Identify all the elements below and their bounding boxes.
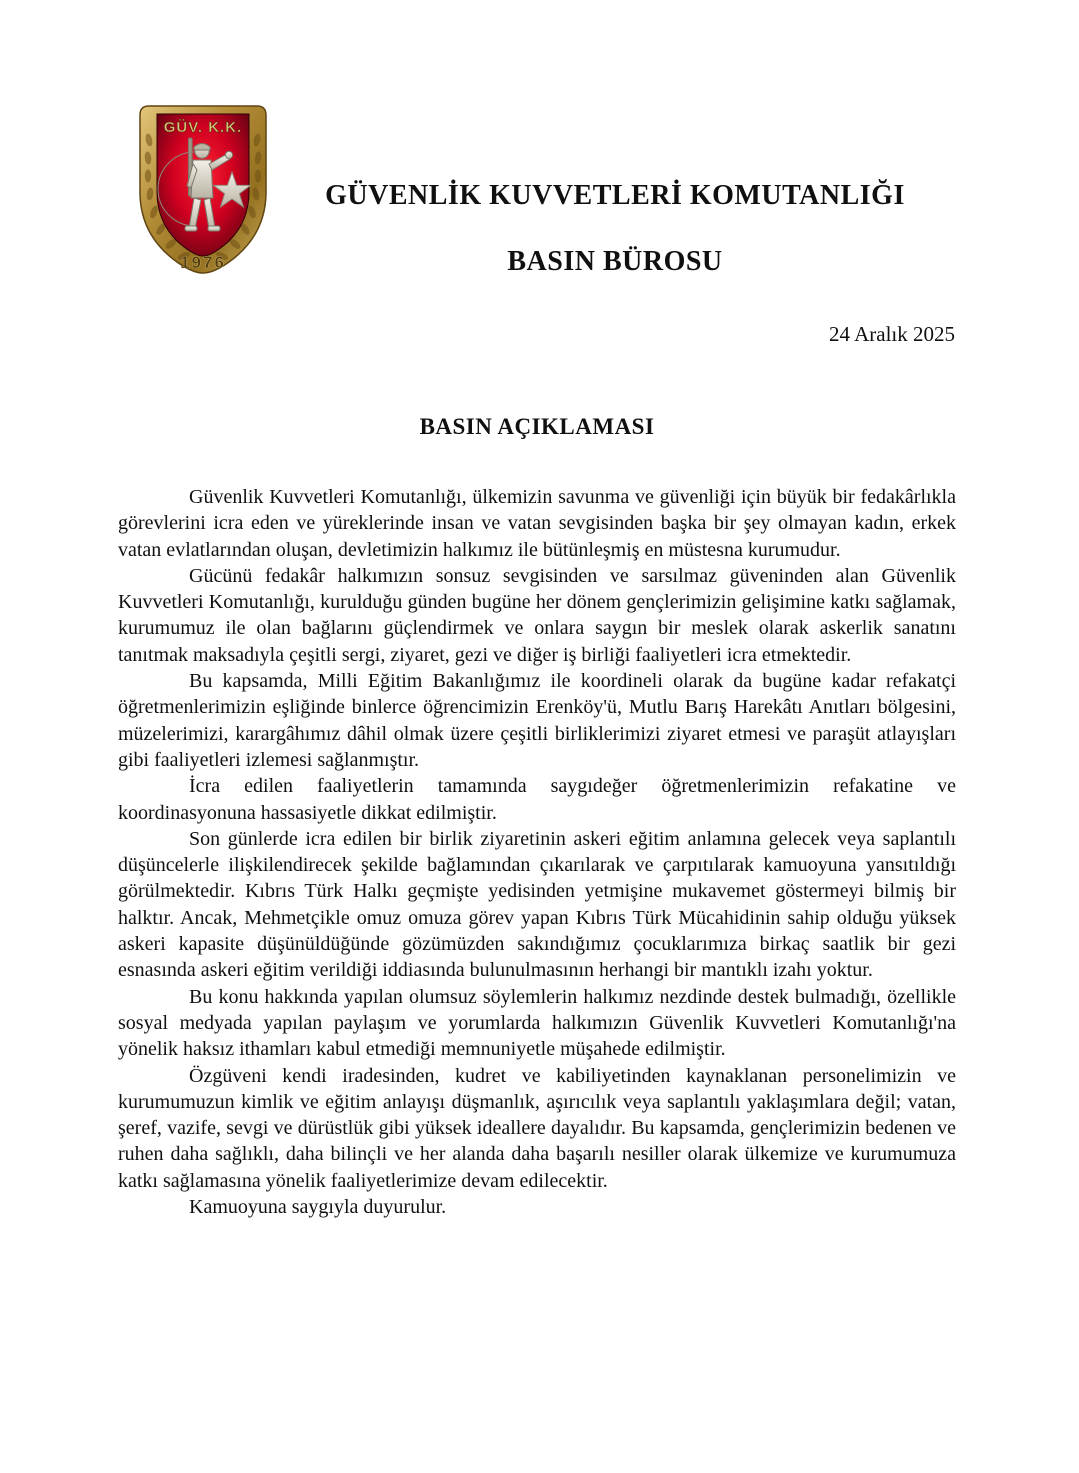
paragraph: Son günlerde icra edilen bir birlik ziyaretinin askeri eğitim anlamına gelecek veya saplantılı düşüncelerle ilişkilendirecek şekilde bağlamından çıkarılarak ve çarpıtılarak kamuoyuna yansıtıldığı görülmektedir. Kıbrıs Türk Halkı geçmişte yedisinden yetmişine mukavemet göstermeyi bilmiş bir halktır. Ancak, Mehmetçikle omuz omuza görev yapan Kıbrıs Türk Mücahidinin sahip olduğu yüksek askeri kapasite düşünüldüğünde gözümüzden sakındığımız çocuklarımıza birkaç saatlik bir gezi esnasında askeri eğitim verildiği iddiasında bulunulmasının herhangi bir mantıklı izahı yoktur. bbox=[118, 827, 956, 982]
letterhead-title bbox=[280, 146, 950, 311]
paragraph: Kamuoyuna saygıyla duyurulur. bbox=[189, 1196, 447, 1219]
letterhead-line1: GÜVENLİK KUVVETLERİ KOMUTANLIĞI bbox=[325, 180, 905, 211]
document-heading: BASIN AÇIKLAMASI bbox=[419, 414, 655, 439]
paragraph: Özgüveni kendi iradesinden, kudret ve kabiliyetinden kaynaklanan personelimizin ve kurumumuzun kimlik ve eğitim anlayışı düşmanlık, aşırıcılık veya saplantılı yaklaşımlara değil; vatan, şeref, vazife, sevgi ve dürüstlük gibi yüksek ideallere dayalıdır. Bu kapsamda, gençlerimizin bedenen ve ruhen daha sağlıklı, daha bilinçli ve her alanda daha başarılı nesiller olarak ülkemize ve kurumumuza katkı sağlamasına yönelik faaliyetlerimize devam edilecektir. bbox=[118, 1064, 956, 1192]
paragraph: İcra edilen faaliyetlerin tamamında saygıdeğer öğretmenlerimizin refakatine ve koordinasyonuna hassasiyetle dikkat edilmiştir. bbox=[118, 775, 956, 824]
paragraph: Gücünü fedakâr halkımızın sonsuz sevgisinden ve sarsılmaz güveninden alan Güvenlik Kuvvetleri Komutanlığı, kurulduğu günden bugüne her dönem gençlerimizin gelişimine katkı sağlamak, kurumumuz ile olan bağlarını güçlendirmek ve onlara saygın bir meslek olarak askerlik sanatını tanıtmak maksadıyla çeşitli sergi, ziyaret, gezi ve diğer iş birliği faaliyetleri icra etmektedir. bbox=[118, 564, 956, 666]
paragraph: Bu kapsamda, Milli Eğitim Bakanlığımız ile koordineli olarak da bugüne kadar refakatçi öğretmenlerimizin eşliğinde binlerce öğrencimizin Erenköy'ü, Mutlu Barış Harekâtı Anıtları bölgesini, müzelerimizi, karargâhımız dâhil olmak üzere çeşitli birliklerimizi ziyaret etmesi ve paraşüt atlayışları gibi faaliyetleri izlemesi sağlanmıştır. bbox=[118, 670, 956, 771]
emblem-top-text: GÜV. K.K. bbox=[163, 119, 243, 136]
paragraph: Bu konu hakkında yapılan olumsuz söylemlerin halkımız nezdinde destek bulmadığı, özellikle sosyal medyada yapılan paylaşım ve yorumlarda halkımızın Güvenlik Kuvvetleri Komutanlığı'na yönelik haksız ithamları kabul etmediği memnuniyetle müşahede edilmiştir. bbox=[118, 985, 956, 1061]
gkk-emblem bbox=[133, 100, 273, 277]
document-date: 24 Aralık 2025 bbox=[829, 322, 955, 346]
emblem-year: 1976 bbox=[180, 253, 226, 272]
document-body bbox=[118, 484, 956, 1220]
letterhead-line2: BASIN BÜROSU bbox=[507, 246, 723, 277]
paragraph: Güvenlik Kuvvetleri Komutanlığı, ülkemizin savunma ve güvenliği için büyük bir fedakârlıkla görevlerini icra eden ve yüreklerinde insan ve vatan sevgisinden başka bir şey olmayan kadın, erkek vatan evlatlarından oluşan, devletimizin halkımız ile bütünleşmiş en müstesna kurumudur. bbox=[118, 486, 956, 561]
gkk-emblem-graphic bbox=[133, 100, 273, 277]
